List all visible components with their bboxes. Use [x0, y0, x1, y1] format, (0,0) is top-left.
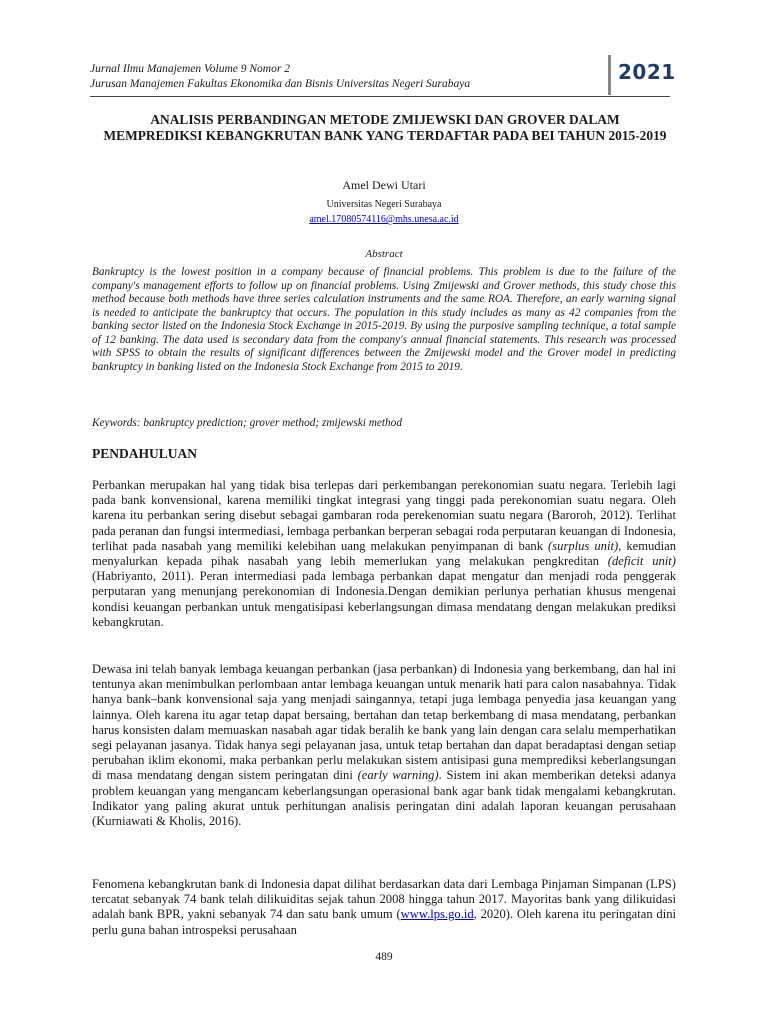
- paragraph-1-text-c: (Habriyanto, 2011). Peran intermediasi pada lembaga perbankan dapat mengatur dan menjadi roda penggerak perputaran yang menunjang perekonomian di Indonesia.Dengan demikian perlunya perhatian khusus mengenai kondisi keuangan perbankan untuk mengatisipasi keberlangsungan dimasa mendatang dengan melakukan prediksi kebangkrutan.: [92, 569, 676, 629]
- journal-department: Jurusan Manajemen Fakultas Ekonomika dan Bisnis Universitas Negeri Surabaya: [90, 78, 471, 90]
- paragraph-3: [92, 877, 676, 938]
- keywords: Keywords: bankruptcy prediction; grover method; zmijewski method: [92, 417, 402, 429]
- paragraph-1-text-a: Perbankan merupakan hal yang tidak bisa terlepas dari perkembangan perekonomian suatu negara. Terlebih lagi pada bank konvensional, karena memiliki tingkat integrasi yang tinggi pada perekonomian suatu negara. Oleh karena itu perbankan sering disebut sebagai gambaran roda perekenomian suatu negara (Baroroh, 2012). Terlihat pada peranan dan fungsi intermediasi, lembaga perbankan berperan sebagai roda perputaran keuangan di Indonesia, terlihat pada nasabah yang memiliki kelebihan uang melakukan penyimpanan di bank: [92, 478, 676, 553]
- paragraph-2-text-b: . Sistem ini akan memberikan deteksi adanya problem keuangan yang mengancam keberlangsungan operasional bank agar bank tidak mengalami kebangkrutan. Indikator yang paling akurat untuk perhitungan analisis peringatan dini adalah laporan keuangan perusahaan (Kurniawati & Kholis, 2016).: [92, 768, 677, 829]
- paragraph-1: [92, 478, 676, 630]
- abstract-heading: Abstract: [365, 248, 403, 260]
- abstract-text: Bankruptcy is the lowest position in a company because of financial problems. This problem is due to the failure of the company's management efforts to follow up on financial problems. Using Zmijewski and Grover methods, this study chose this method because both methods have three series calculation instruments and the same ROA. Therefore, an early warning signal is needed to anticipate the bankruptcy that occurs. The population in this study includes as many as 42 companies from the banking sector listed on the Indonesia Stock Exchange in 2015-2019. By using the purposive sampling technique, a total sample of 12 banking. The data used is secondary data from the company's annual financial statements. This research was processed with SPSS to obtain the results of significant differences between the Zmijewski model and the Grover model in predicting bankruptcy in banking listed on the Indonesia Stock Exchange from 2015 to 2019.: [92, 266, 676, 373]
- paragraph-3-text-b: , 2020). Oleh karena itu peringatan dini perlu guna bahan introspeksi perusahaan: [92, 907, 676, 937]
- lps-website-link[interactable]: www.lps.go.id: [400, 907, 474, 922]
- publication-year: 2021: [618, 60, 676, 84]
- paragraph-1-italic-surplus: (surplus unit): [548, 538, 619, 553]
- paragraph-1-italic-deficit: (deficit unit): [607, 554, 676, 569]
- journal-header: [90, 62, 470, 92]
- section-heading: PENDAHULUAN: [92, 446, 198, 461]
- paragraph-2-text-a: Dewasa ini telah banyak lembaga keuangan perbankan (jasa perbankan) di Indonesia yang berkembang, dan hal ini tentunya akan menimbulkan perlombaan antar lembaga keuangan untuk menarik hati para calon nasabahnya. Tidak hanya bank–bank konvensional saja yang menjadi saingannya, tetapi juga lembaga penyedia jasa keuangan yang lainnya. Oleh karena itu agar tetap dapat bersaing, bertahan dan tetap berkembang di masa mendatang, perbankan harus konsisten dalam memuaskan nasabah agar tidak beralih ke bank yang lain dengan cara selalu memperhatikan segi pelayanan jasanya. Tidak hanya segi pelayanan jasa, untuk tetap bertahan dan dapat beradaptasi dengan setiap perubahan iklim ekonomi, maka perbankan perlu melakukan sistem antisipasi guna memprediksi keberlangsungan di masa mendatang dengan sistem peringatan dini: [92, 662, 676, 783]
- paper-title: ANALISIS PERBANDINGAN METODE ZMIJEWSKI DAN GROVER DALAM MEMPREDIKSI KEBANGKRUTAN BANK YANG TERDAFTAR PADA BEI TAHUN 2015-2019: [103, 112, 667, 143]
- page-number: 489: [375, 951, 393, 963]
- header-divider: [90, 96, 670, 97]
- author-name: Amel Dewi Utari: [342, 178, 426, 192]
- paragraph-2-italic-early-warning: (early warning): [357, 768, 439, 783]
- author-affiliation: Universitas Negeri Surabaya: [326, 199, 442, 210]
- journal-name: Jurnal Ilmu Manajemen Volume 9 Nomor 2: [90, 63, 290, 75]
- author-email-link[interactable]: amel.17080574116@mhs.unesa.ac.id: [309, 214, 459, 225]
- paragraph-3-text-a: Fenomena kebangkrutan bank di Indonesia dapat dilihat berdasarkan data dari Lembaga Pinjaman Simpanan (LPS) tercatat sebanyak 74 bank telah dilikuiditas sejak tahun 2008 hingga tahun 2017. Mayoritas bank yang dilikuidasi adalah bank BPR, yakni sebanyak 74 dan satu bank umum (: [92, 877, 676, 922]
- paragraph-1-text-b: , kemudian menyalurkan kepada pihak nasabah yang lebih memerlukan yang melakukan pengkreditan: [92, 538, 676, 569]
- paragraph-2: [92, 662, 676, 829]
